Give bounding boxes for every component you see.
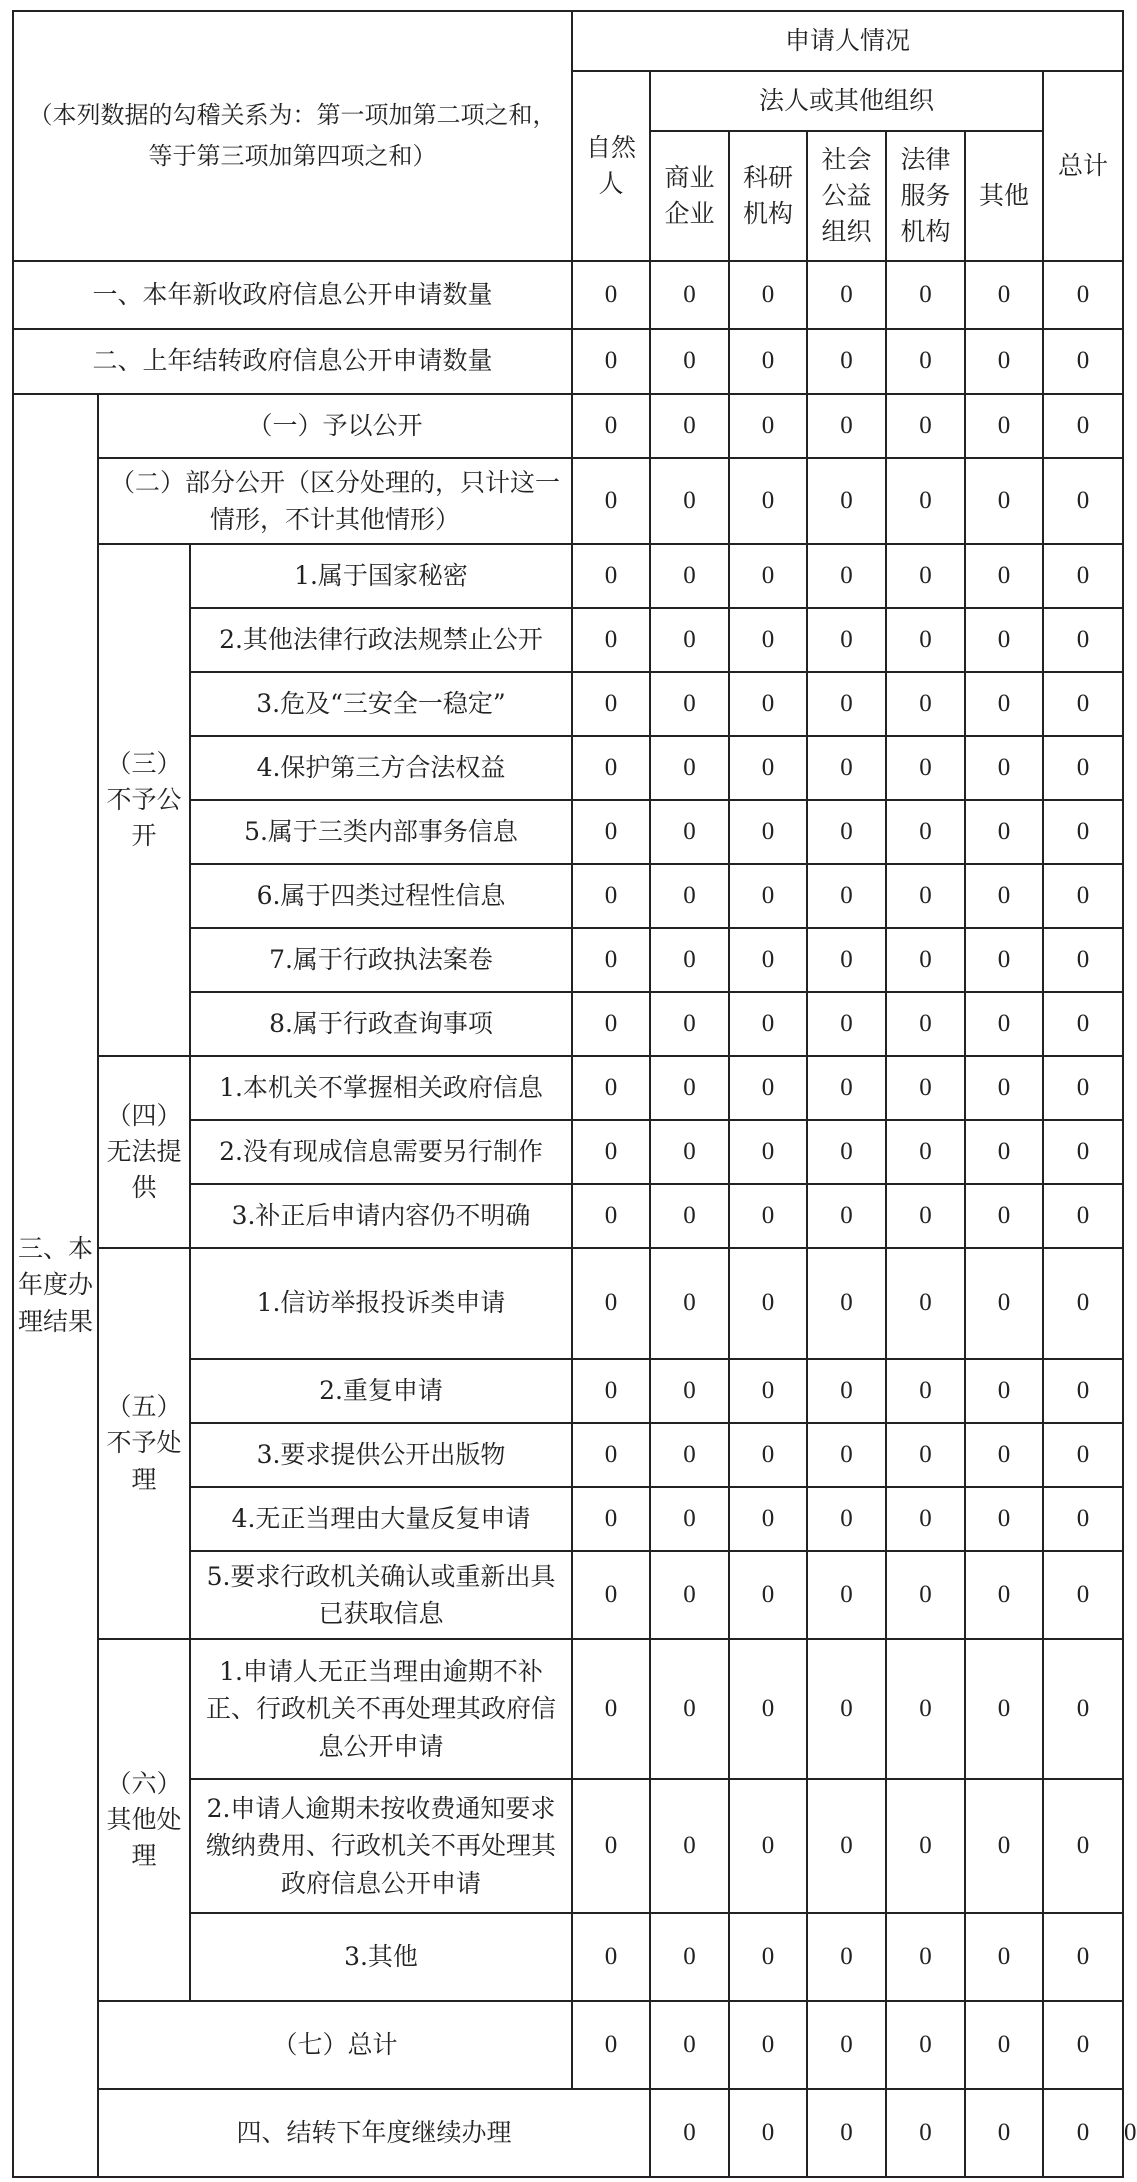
value-cell: 0 [886, 458, 965, 544]
value-cell: 0 [807, 608, 886, 672]
value-cell: 0 [572, 2001, 650, 2089]
value-cell: 0 [572, 1423, 650, 1487]
value-cell: 0 [1043, 394, 1123, 458]
value-cell: 0 [886, 1359, 965, 1423]
value-cell: 0 [965, 928, 1043, 992]
group-label: （四）无法提供 [98, 1056, 190, 1248]
value-cell: 0 [1043, 544, 1123, 608]
row-label: 1.本机关不掌握相关政府信息 [190, 1056, 572, 1120]
value-cell: 0 [886, 992, 965, 1056]
value-cell: 0 [965, 1120, 1043, 1184]
value-cell: 0 [1043, 2001, 1123, 2089]
value-cell: 0 [729, 2089, 807, 2177]
value-cell: 0 [807, 2001, 886, 2089]
value-cell: 0 [572, 329, 650, 394]
value-cell: 0 [729, 800, 807, 864]
value-cell: 0 [965, 1423, 1043, 1487]
value-cell: 0 [729, 736, 807, 800]
value-cell: 0 [650, 1248, 729, 1359]
value-cell: 0 [650, 261, 729, 329]
value-cell: 0 [572, 1184, 650, 1248]
row-label: 1.信访举报投诉类申请 [190, 1248, 572, 1359]
value-cell: 0 [886, 1248, 965, 1359]
value-cell: 0 [650, 1779, 729, 1913]
value-cell: 0 [886, 736, 965, 800]
value-cell: 0 [1043, 2089, 1123, 2177]
value-cell: 0 [1043, 800, 1123, 864]
value-cell: 0 [965, 1248, 1043, 1359]
value-cell: 0 [1043, 864, 1123, 928]
value-cell: 0 [650, 1184, 729, 1248]
value-cell: 0 [572, 672, 650, 736]
value-cell: 0 [807, 1779, 886, 1913]
value-cell: 0 [1043, 329, 1123, 394]
value-cell: 0 [572, 992, 650, 1056]
value-cell: 0 [650, 1551, 729, 1639]
row-label: 5.要求行政机关确认或重新出具已获取信息 [190, 1551, 572, 1639]
value-cell: 0 [965, 2089, 1043, 2177]
value-cell: 0 [650, 1639, 729, 1779]
value-cell: 0 [807, 1248, 886, 1359]
value-cell: 0 [965, 1359, 1043, 1423]
value-cell: 0 [807, 864, 886, 928]
value-cell: 0 [650, 864, 729, 928]
value-cell: 0 [886, 261, 965, 329]
value-cell: 0 [650, 1056, 729, 1120]
value-cell: 0 [729, 394, 807, 458]
row-label: 2.其他法律行政法规禁止公开 [190, 608, 572, 672]
value-cell: 0 [729, 1551, 807, 1639]
value-cell: 0 [807, 544, 886, 608]
group-label: （六）其他处理 [98, 1639, 190, 2001]
value-cell: 0 [965, 1639, 1043, 1779]
row-label: 6.属于四类过程性信息 [190, 864, 572, 928]
value-cell: 0 [886, 1423, 965, 1487]
value-cell: 0 [965, 544, 1043, 608]
value-cell: 0 [572, 1056, 650, 1120]
group-label: （三）不予公开 [98, 544, 190, 1056]
value-cell: 0 [729, 864, 807, 928]
value-cell: 0 [1043, 1120, 1123, 1184]
value-cell: 0 [572, 928, 650, 992]
value-cell: 0 [650, 1487, 729, 1551]
legal-org-header: 法人或其他组织 [650, 71, 1043, 131]
value-cell: 0 [1043, 1359, 1123, 1423]
value-cell: 0 [650, 2089, 729, 2177]
value-cell: 0 [729, 2001, 807, 2089]
value-cell: 0 [729, 1487, 807, 1551]
value-cell: 0 [886, 1184, 965, 1248]
value-cell: 0 [886, 1913, 965, 2001]
col-legal-service: 法律服务机构 [886, 131, 965, 261]
value-cell: 0 [729, 608, 807, 672]
value-cell: 0 [807, 928, 886, 992]
value-cell: 0 [886, 544, 965, 608]
gov-info-disclosure-table: （本列数据的勾稽关系为：第一项加第二项之和，等于第三项加第四项之和） 申请人情况 自然人 法人或其他组织 总计 商业企业 科研机构 社会公益组织 法律服务机构 其他 一、本年新收政府信息公开申请数量 0 0 0 0 0 0 0 二、上年结转政府信息公开申请数量 0 0 0 0 0 0 0 三、本年度办理结果 （一）予以公开 0 0 0 0 0 0 0 （二）部分公开（区分处理的，只计这一情形，不计其他情形） 0 0 0 0 0 0 0 （三）不予公开 1.属于国家秘密 0 0 0 0 0 0 0 2.其他法律行政法规禁止公开 0 0 0 0 0 0 0 3.危及“三安全一稳定” 0 0 0 0 0 0 0 4.保护第三方合法权益 0 0 0 0 0 0 0 5.属于三类内部事务信息 0 0 0 0 0 0 0 6.属于四类过程性信息 0 0 0 0 0 0 0 7.属于行政执法案卷 0 0 0 0 0 0 0 8.属于行政查询事项 0 0 0 0 0 0 0 （四）无法提供 1.本机关不掌握相关政府信息 0 0 0 0 0 0 0 2.没有现成信息需要另行制作 0 0 0 0 0 0 0 3.补正后申请内容仍不明确 0 0 0 0 0 0 0 （五）不予处理 1.信访举报投诉类申请 0 0 0 0 0 0 0 2.重复申请 0 0 0 0 0 0 0 3.要求提供公开出版物 0 0 0 0 0 0 0 4.无正当理由大量反复申请 0 0 0 0 0 0 0 5.要求行政机关确认或重新出具已获取信息 0 0 0 0 0 0 0 （六）其他处理 1.申请人无正当理由逾期不补正、行政机关不再处理其政府信息公开申请 0 0 0 0 0 0 0 2.申请人逾期未按收费通知要求缴纳费用、行政机关不再处理其政府信息公开申请 0 0 0 0 0 0 0 3.其他 0 0 0 0 0 0 0 （七）总计 0 0 0 0 0 0 0 四、结转下年度继续办理 0 0 0 0 0 0 0 [12, 10, 1124, 2178]
value-cell: 0 [650, 1120, 729, 1184]
value-cell: 0 [650, 2001, 729, 2089]
value-cell: 0 [886, 1779, 965, 1913]
value-cell: 0 [807, 1184, 886, 1248]
value-cell: 0 [886, 800, 965, 864]
value-cell: 0 [572, 608, 650, 672]
value-cell: 0 [729, 1248, 807, 1359]
value-cell: 0 [650, 394, 729, 458]
col-natural-person: 自然人 [572, 71, 650, 261]
value-cell: 0 [572, 800, 650, 864]
value-cell: 0 [807, 1423, 886, 1487]
value-cell: 0 [1043, 458, 1123, 544]
value-cell: 0 [807, 1551, 886, 1639]
value-cell: 0 [729, 928, 807, 992]
value-cell: 0 [807, 1639, 886, 1779]
value-cell: 0 [965, 2001, 1043, 2089]
row-label: 3.危及“三安全一稳定” [190, 672, 572, 736]
value-cell: 0 [886, 2001, 965, 2089]
value-cell: 0 [965, 800, 1043, 864]
value-cell: 0 [807, 1913, 886, 2001]
value-cell: 0 [965, 261, 1043, 329]
value-cell: 0 [729, 261, 807, 329]
value-cell: 0 [729, 1056, 807, 1120]
value-cell: 0 [729, 992, 807, 1056]
row-label: 二、上年结转政府信息公开申请数量 [13, 329, 572, 394]
value-cell: 0 [1043, 1779, 1123, 1913]
value-cell: 0 [886, 1487, 965, 1551]
value-cell: 0 [807, 458, 886, 544]
value-cell: 0 [807, 394, 886, 458]
col-research: 科研机构 [729, 131, 807, 261]
value-cell: 0 [1043, 736, 1123, 800]
value-cell: 0 [965, 394, 1043, 458]
value-cell: 0 [807, 1359, 886, 1423]
value-cell: 0 [729, 458, 807, 544]
value-cell: 0 [965, 736, 1043, 800]
value-cell: 0 [729, 1359, 807, 1423]
value-cell: 0 [572, 1120, 650, 1184]
value-cell: 0 [1043, 1423, 1123, 1487]
value-cell: 0 [965, 1487, 1043, 1551]
table-note: （本列数据的勾稽关系为：第一项加第二项之和，等于第三项加第四项之和） [13, 11, 572, 261]
value-cell: 0 [572, 261, 650, 329]
value-cell: 0 [965, 329, 1043, 394]
value-cell: 0 [650, 458, 729, 544]
value-cell: 0 [1043, 1639, 1123, 1779]
value-cell: 0 [965, 672, 1043, 736]
value-cell: 0 [1043, 1056, 1123, 1120]
value-cell: 0 [729, 1423, 807, 1487]
value-cell: 0 [965, 1913, 1043, 2001]
value-cell: 0 [729, 329, 807, 394]
value-cell: 0 [729, 1184, 807, 1248]
value-cell: 0 [729, 1120, 807, 1184]
value-cell: 0 [729, 1913, 807, 2001]
col-other: 其他 [965, 131, 1043, 261]
col-commercial: 商业企业 [650, 131, 729, 261]
value-cell: 0 [650, 672, 729, 736]
value-cell: 0 [572, 1779, 650, 1913]
value-cell: 0 [1043, 1248, 1123, 1359]
value-cell: 0 [886, 1639, 965, 1779]
row-label: 3.补正后申请内容仍不明确 [190, 1184, 572, 1248]
value-cell: 0 [1043, 608, 1123, 672]
row-label: 3.其他 [190, 1913, 572, 2001]
value-cell: 0 [965, 1056, 1043, 1120]
row-label: （七）总计 [98, 2001, 572, 2089]
value-cell: 0 [650, 800, 729, 864]
value-cell: 0 [807, 1120, 886, 1184]
value-cell: 0 [572, 1487, 650, 1551]
value-cell: 0 [572, 1639, 650, 1779]
value-cell: 0 [807, 2089, 886, 2177]
value-cell: 0 [650, 992, 729, 1056]
value-cell: 0 [1043, 1913, 1123, 2001]
value-cell: 0 [886, 329, 965, 394]
row-label: 2.申请人逾期未按收费通知要求缴纳费用、行政机关不再处理其政府信息公开申请 [190, 1779, 572, 1913]
value-cell: 0 [965, 864, 1043, 928]
group-label: （五）不予处理 [98, 1248, 190, 1639]
value-cell: 0 [650, 1423, 729, 1487]
row-label: 2.重复申请 [190, 1359, 572, 1423]
value-cell: 0 [572, 1551, 650, 1639]
value-cell: 0 [572, 1359, 650, 1423]
col-public-welfare: 社会公益组织 [807, 131, 886, 261]
value-cell: 0 [729, 1639, 807, 1779]
value-cell: 0 [965, 1779, 1043, 1913]
value-cell: 0 [965, 992, 1043, 1056]
value-cell: 0 [729, 544, 807, 608]
row-label: 7.属于行政执法案卷 [190, 928, 572, 992]
value-cell: 0 [729, 1779, 807, 1913]
value-cell: 0 [965, 458, 1043, 544]
value-cell: 0 [886, 1056, 965, 1120]
row-label: 2.没有现成信息需要另行制作 [190, 1120, 572, 1184]
value-cell: 0 [1043, 1487, 1123, 1551]
value-cell: 0 [965, 1551, 1043, 1639]
value-cell: 0 [807, 800, 886, 864]
value-cell: 0 [807, 329, 886, 394]
value-cell: 0 [650, 928, 729, 992]
value-cell: 0 [572, 864, 650, 928]
value-cell: 0 [965, 608, 1043, 672]
value-cell: 0 [1043, 928, 1123, 992]
value-cell: 0 [572, 458, 650, 544]
row-label: 一、本年新收政府信息公开申请数量 [13, 261, 572, 329]
value-cell: 0 [886, 864, 965, 928]
value-cell: 0 [886, 394, 965, 458]
value-cell: 0 [807, 261, 886, 329]
row-label: 4.保护第三方合法权益 [190, 736, 572, 800]
value-cell: 0 [572, 394, 650, 458]
row-label: 1.申请人无正当理由逾期不补正、行政机关不再处理其政府信息公开申请 [190, 1639, 572, 1779]
row-label: 8.属于行政查询事项 [190, 992, 572, 1056]
value-cell: 0 [650, 608, 729, 672]
applicant-header: 申请人情况 [572, 11, 1123, 71]
value-cell: 0 [886, 608, 965, 672]
value-cell: 0 [965, 1184, 1043, 1248]
row-label: 3.要求提供公开出版物 [190, 1423, 572, 1487]
value-cell: 0 [807, 672, 886, 736]
value-cell: 0 [572, 544, 650, 608]
col-total: 总计 [1043, 71, 1123, 261]
row-label: 四、结转下年度继续办理 [98, 2089, 650, 2177]
value-cell: 0 [886, 1120, 965, 1184]
value-cell: 0 [650, 1359, 729, 1423]
value-cell: 0 [1043, 1551, 1123, 1639]
row-label: （一）予以公开 [98, 394, 572, 458]
value-cell: 0 [807, 736, 886, 800]
row-label: （二）部分公开（区分处理的，只计这一情形，不计其他情形） [98, 458, 572, 544]
value-cell: 0 [572, 736, 650, 800]
value-cell: 0 [1043, 992, 1123, 1056]
value-cell: 0 [1043, 672, 1123, 736]
value-cell: 0 [572, 1248, 650, 1359]
value-cell: 0 [650, 1913, 729, 2001]
value-cell: 0 [1043, 1184, 1123, 1248]
row-label: 4.无正当理由大量反复申请 [190, 1487, 572, 1551]
row-label: 5.属于三类内部事务信息 [190, 800, 572, 864]
value-cell: 0 [650, 544, 729, 608]
value-cell: 0 [1043, 261, 1123, 329]
value-cell: 0 [807, 1487, 886, 1551]
value-cell: 0 [886, 928, 965, 992]
row-label: 1.属于国家秘密 [190, 544, 572, 608]
value-cell: 0 [807, 1056, 886, 1120]
section-3-label: 三、本年度办理结果 [13, 394, 98, 2177]
value-cell: 0 [650, 736, 729, 800]
value-cell: 0 [886, 1551, 965, 1639]
value-cell: 0 [807, 992, 886, 1056]
value-cell: 0 [886, 2089, 965, 2177]
value-cell: 0 [650, 329, 729, 394]
value-cell: 0 [886, 672, 965, 736]
value-cell: 0 [729, 672, 807, 736]
value-cell: 0 [572, 1913, 650, 2001]
